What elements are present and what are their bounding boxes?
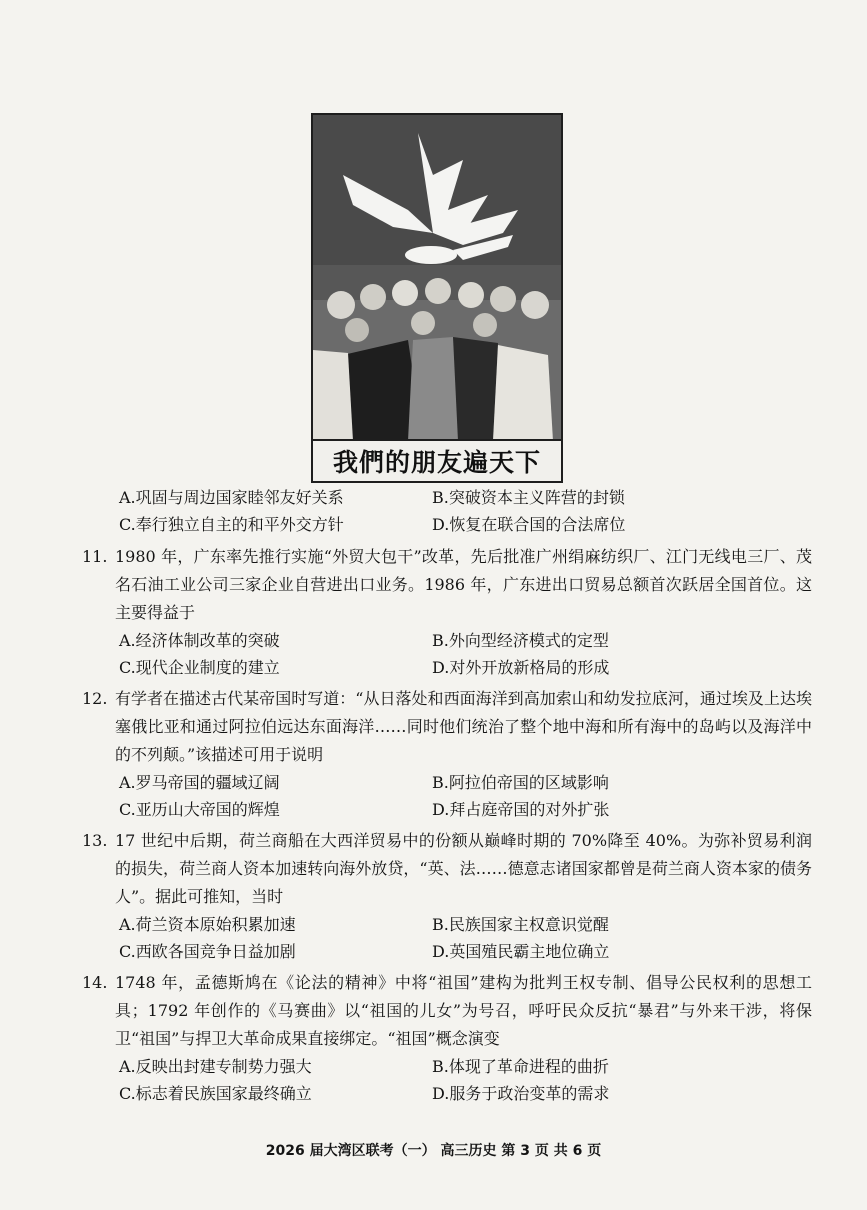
option-c: C.西欧各国竞争日益加剧 [119,942,296,961]
option-d: D.英国殖民霸主地位确立 [432,942,610,961]
option-a: A.巩固与周边国家睦邻友好关系 [119,488,344,507]
option-d: D.拜占庭帝国的对外扩张 [432,800,610,819]
question-options [82,1053,812,1107]
option-d: D.服务于政治变革的需求 [432,1084,610,1103]
option-a: A.反映出封建专制势力强大 [119,1057,312,1076]
option-b: B.外向型经济模式的定型 [432,631,609,650]
question-14 [82,969,812,1107]
option-b: B.突破资本主义阵营的封锁 [432,488,625,507]
question-text: 1748 年，孟德斯鸠在《论法的精神》中将“祖国”建构为批判王权专制、倡导公民权利的思想工具；1792 年创作的《马赛曲》以“祖国的儿女”为号召，呼吁民众反抗“暴君”与外来干涉，将保卫“祖国”与捍卫大革命成果直接绑定。“祖国”概念演变 [115,973,812,1048]
option-a: A.荷兰资本原始积累加速 [119,915,296,934]
option-b: B.民族国家主权意识觉醒 [432,915,609,934]
question-text: 1980 年，广东率先推行实施“外贸大包干”改革，先后批准广州绢麻纺织厂、江门无线电三厂、茂名石油工业公司三家企业自营进出口业务。1986 年，广东进出口贸易总额首次跃居全国首位。这主要得益于 [115,547,812,622]
question-options [82,627,812,681]
option-c: C.亚历山大帝国的辉煌 [119,800,280,819]
crowd-figures [313,278,561,441]
question-text: 17 世纪中后期，荷兰商船在大西洋贸易中的份额从巅峰时期的 70%降至 40%。为弥补贸易利润的损失，荷兰商人资本加速转向海外放贷，“英、法……德意志诸国家都曾是荷兰商人资本家的债务人”。据此可推知，当时 [115,831,812,906]
question-13 [82,827,812,965]
option-d: D.对外开放新格局的形成 [432,658,610,677]
option-c: C.现代企业制度的建立 [119,658,280,677]
question-number: 12. [82,689,108,708]
question-stem [82,685,812,769]
option-c: C.奉行独立自主的和平外交方针 [119,515,344,534]
question-11 [82,543,812,681]
page-footer: 2026 届大湾区联考（一） 高三历史 第 3 页 共 6 页 [265,1143,602,1159]
option-b: B.阿拉伯帝国的区域影响 [432,773,609,792]
option-c: C.标志着民族国家最终确立 [119,1084,312,1103]
option-a: A.罗马帝国的疆域辽阔 [119,773,280,792]
question-number: 11. [82,547,108,566]
poster-illustration [313,115,561,441]
question-10-options [119,484,762,538]
question-number: 13. [82,831,108,850]
question-12 [82,685,812,823]
poster-caption: 我們的朋友遍天下 [313,439,561,481]
option-a: A.经济体制改革的突破 [119,631,280,650]
question-options [82,911,812,965]
propaganda-poster [311,113,563,483]
question-stem [82,543,812,627]
question-stem [82,969,812,1053]
option-d: D.恢复在联合国的合法席位 [432,515,626,534]
question-text: 有学者在描述古代某帝国时写道：“从日落处和西面海洋到高加索山和幼发拉底河，通过埃及上达埃塞俄比亚和通过阿拉伯远达东面海洋……同时他们统治了整个地中海和所有海中的岛屿以及海洋中的不列颠。”该描述可用于说明 [115,689,812,764]
question-options [82,769,812,823]
option-b: B.体现了革命进程的曲折 [432,1057,609,1076]
question-stem [82,827,812,911]
question-number: 14. [82,973,108,992]
